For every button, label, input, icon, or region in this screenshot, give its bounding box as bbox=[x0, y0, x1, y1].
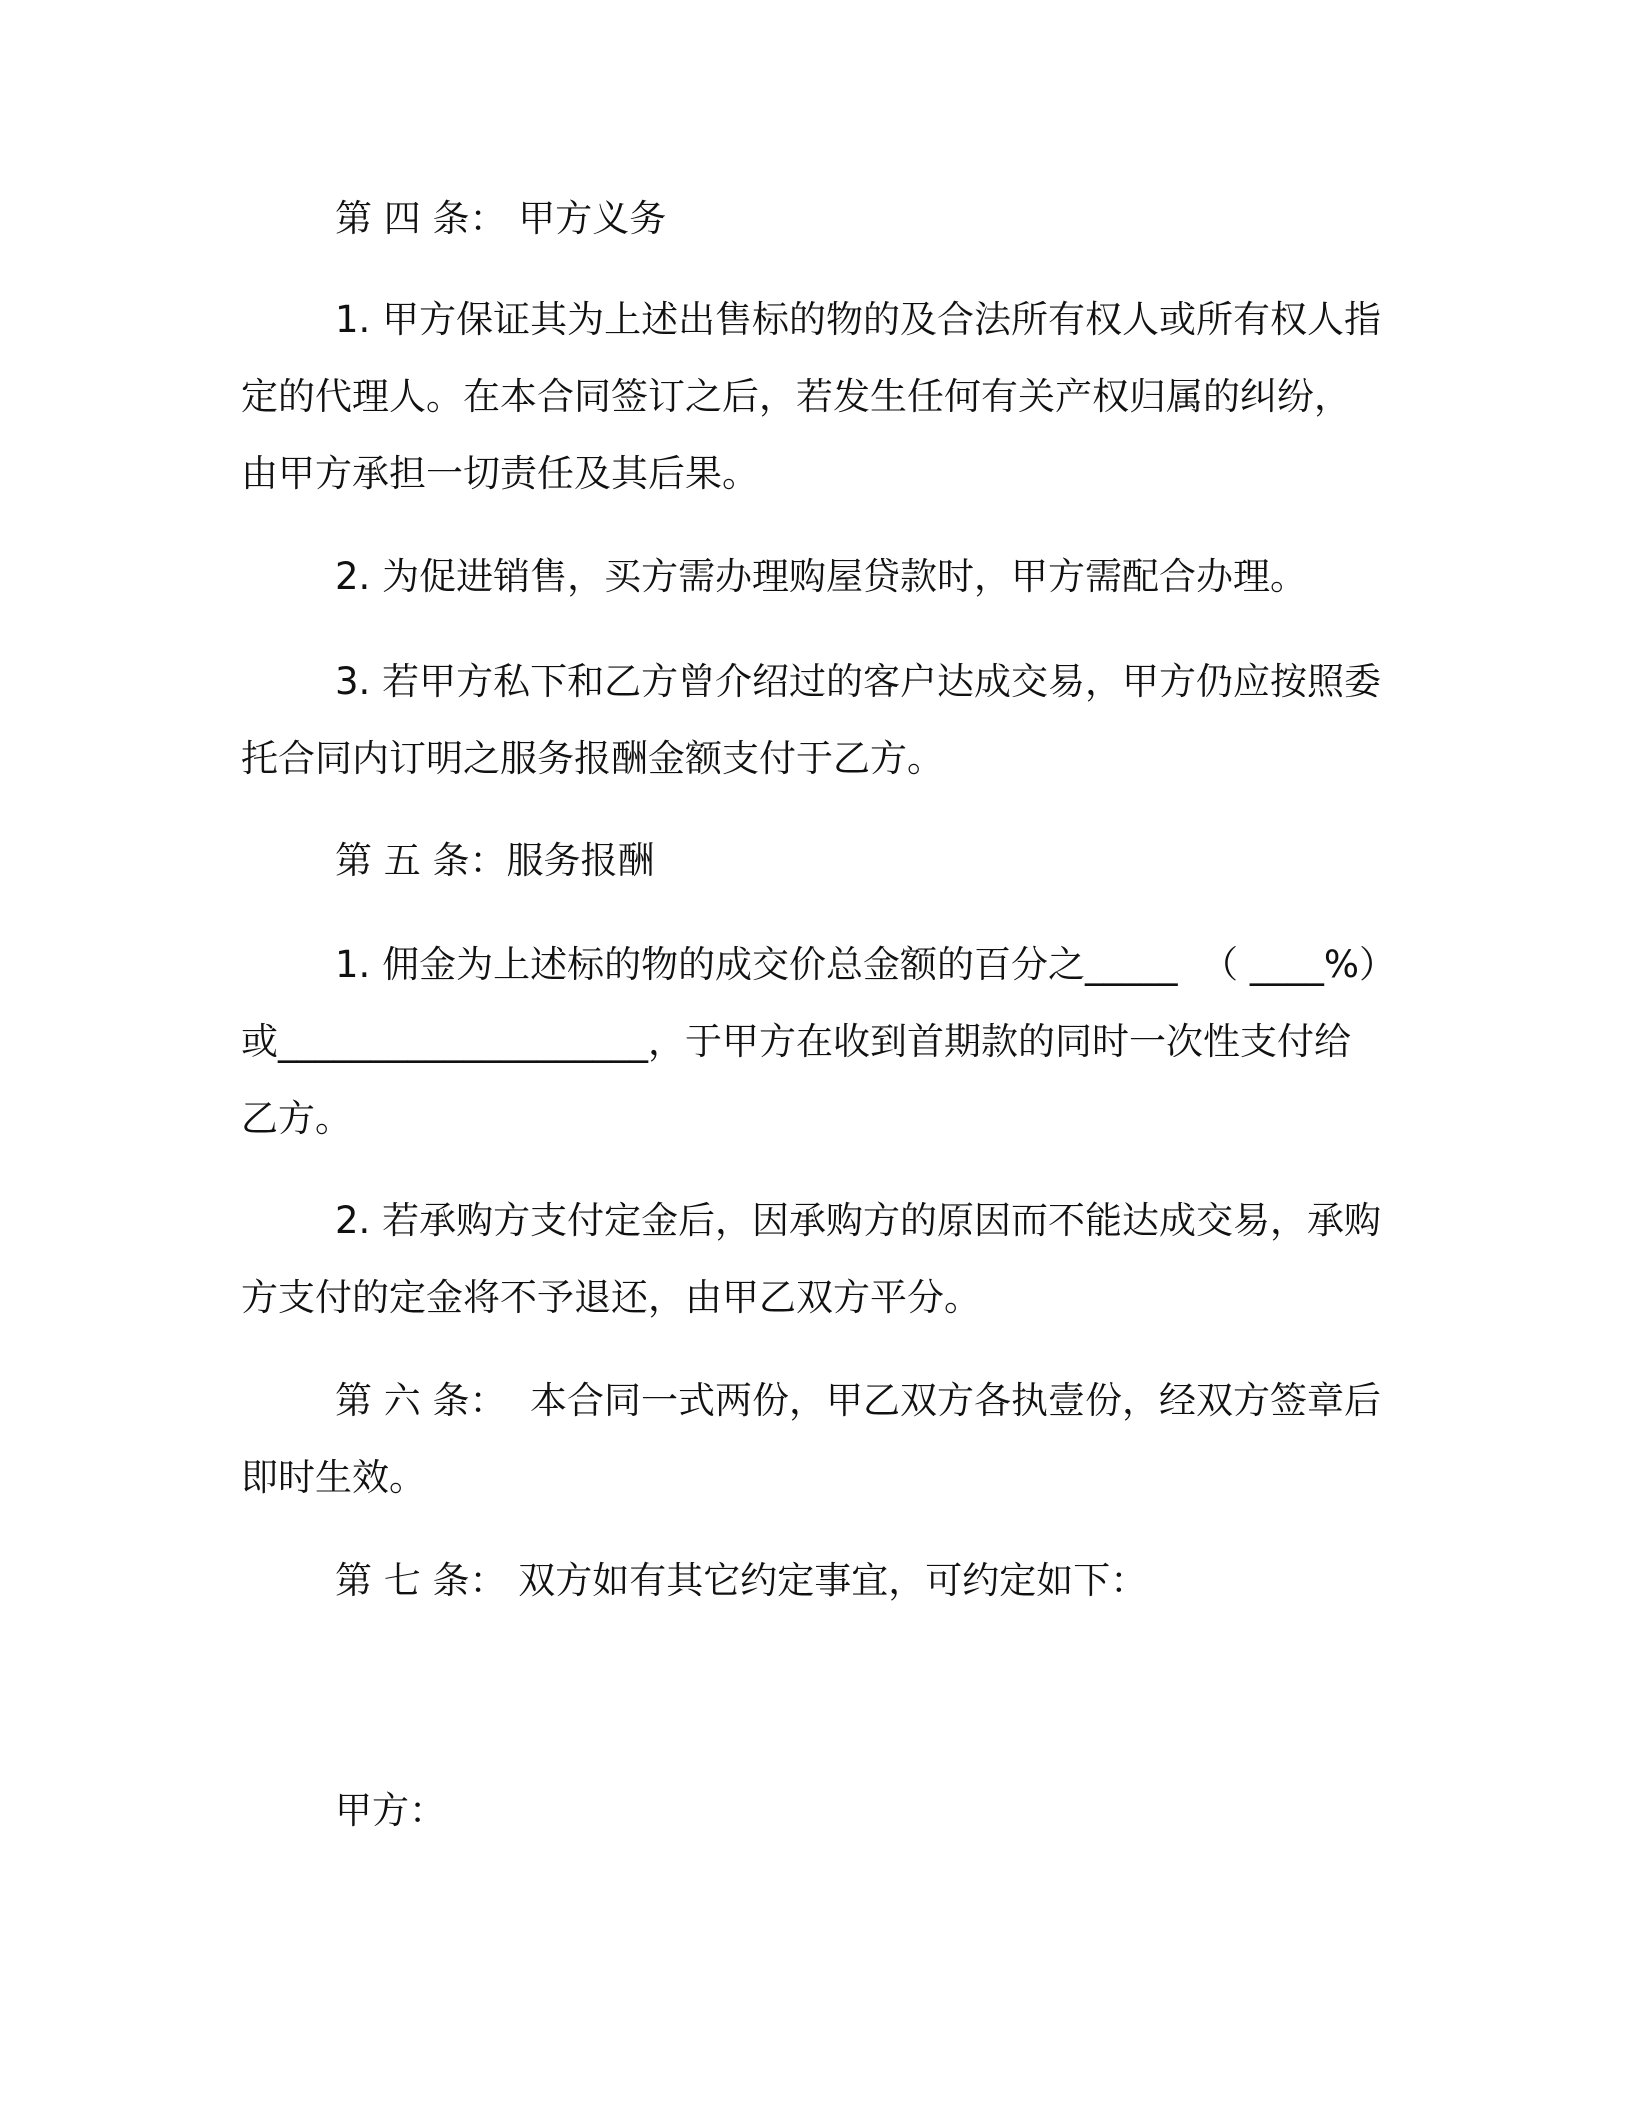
article4-item3 bbox=[241, 643, 1381, 797]
article5-heading: 第 五 条：服务报酬 bbox=[335, 839, 655, 882]
article4-item3-line2: 托合同内订明之服务报酬金额支付于乙方。 bbox=[241, 737, 944, 780]
article6 bbox=[241, 1362, 1381, 1516]
article4-item1-line1: 1. 甲方保证其为上述出售标的物的及合法所有权人或所有权人指 bbox=[335, 298, 1382, 341]
article5-item1-line2: 或____________________，于甲方在收到首期款的同时一次性支付给 bbox=[241, 1020, 1351, 1063]
article6-line2: 即时生效。 bbox=[241, 1456, 426, 1499]
article4-item1-line2: 定的代理人。在本合同签订之后，若发生任何有关产权归属的纠纷， bbox=[241, 375, 1351, 418]
article4-item3-line1: 3. 若甲方私下和乙方曾介绍过的客户达成交易，甲方仍应按照委 bbox=[335, 660, 1382, 703]
party-a-label: 甲方： bbox=[335, 1789, 446, 1832]
article5-item2-line2: 方支付的定金将不予退还，由甲乙双方平分。 bbox=[241, 1276, 981, 1319]
article5-item2 bbox=[241, 1182, 1381, 1336]
article6-line1: 第 六 条： 本合同一式两份，甲乙双方各执壹份，经双方签章后 bbox=[335, 1379, 1382, 1422]
article5-item1-line1: 1. 佣金为上述标的物的成交价总金额的百分之_____ （ ____%） bbox=[335, 943, 1397, 986]
article5-item2-line1: 2. 若承购方支付定金后，因承购方的原因而不能达成交易，承购 bbox=[335, 1199, 1382, 1242]
article5-item1-line3: 乙方。 bbox=[241, 1097, 352, 1140]
article4-item2: 2. 为促进销售，买方需办理购屋贷款时，甲方需配合办理。 bbox=[335, 555, 1308, 598]
article4-heading: 第 四 条： 甲方义务 bbox=[335, 197, 667, 240]
article4-item1 bbox=[241, 281, 1381, 512]
article7-heading: 第 七 条： 双方如有其它约定事宜，可约定如下： bbox=[335, 1559, 1148, 1602]
article4-item1-line3: 由甲方承担一切责任及其后果。 bbox=[241, 452, 759, 495]
article5-item1 bbox=[241, 926, 1397, 1157]
